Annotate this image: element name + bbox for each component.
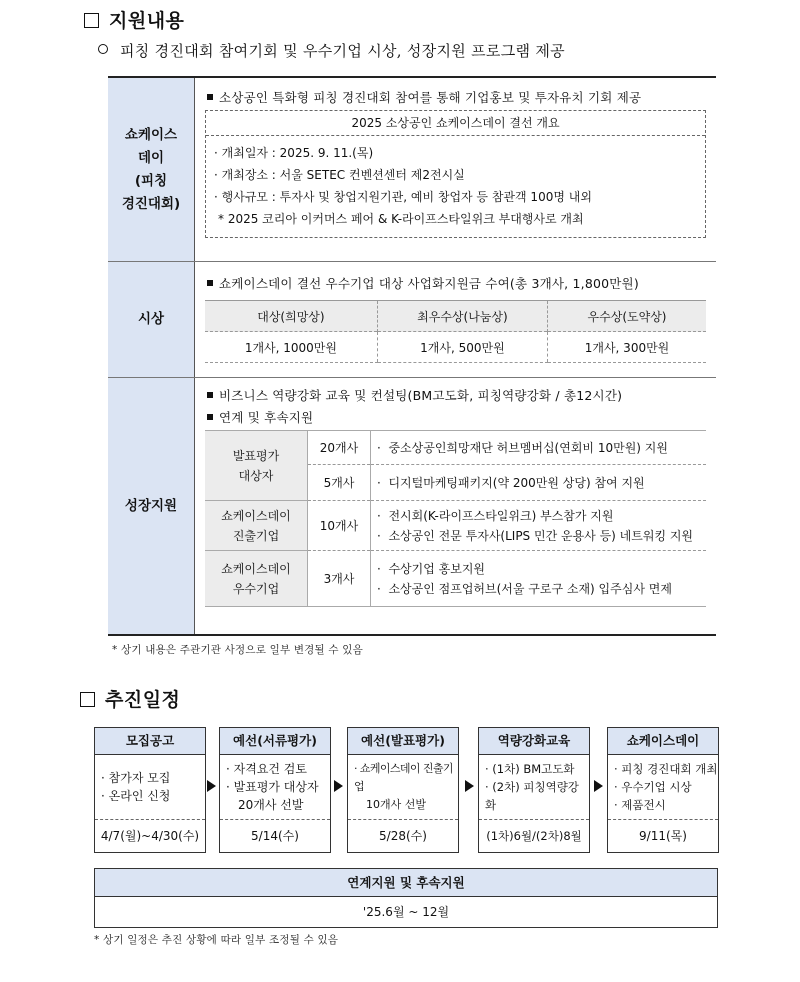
growth-count: 20개사 — [308, 431, 371, 465]
arrow-right-icon — [334, 780, 343, 792]
bullet-growth-education: 비즈니스 역량강화 교육 및 컨설팅(BM고도화, 피칭역량강화 / 총12시간) — [207, 386, 706, 404]
arrow-right-icon — [207, 780, 216, 792]
bullet-growth-followup: 연계 및 후속지원 — [207, 408, 706, 426]
award-header-grand: 대상(희망상) — [205, 301, 377, 332]
growth-count: 3개사 — [308, 551, 371, 607]
growth-group-presentation: 발표평가 대상자 — [205, 431, 308, 501]
square-bullet-icon — [207, 392, 213, 398]
award-header-merit: 우수상(도약상) — [548, 301, 706, 332]
stage-recruitment: 모집공고 · 참가자 모집 · 온라인 신청 4/7(월)~4/30(수) — [94, 727, 206, 853]
stage-showcase-day: 쇼케이스데이 · 피칭 경진대회 개최 · 우수기업 시상 · 제품전시 9/11(목) — [607, 727, 719, 853]
overview-venue: · 개최장소 : 서울 SETEC 컨벤션센터 제2전시실 — [214, 168, 465, 182]
content-award — [195, 262, 716, 377]
growth-group-showcase: 쇼케이스데이 진출기업 — [205, 501, 308, 551]
content-note: * 상기 내용은 주관기관 사정으로 일부 변경될 수 있음 — [112, 644, 363, 656]
bullet-showcase: 소상공인 특화형 피칭 경진대회 참여를 통해 기업홍보 및 투자유치 기회 제공 — [207, 88, 706, 106]
square-bullet-icon — [207, 94, 213, 100]
content-growth — [195, 378, 716, 634]
overview-title: 2025 소상공인 쇼케이스데이 결선 개요 — [206, 111, 705, 136]
followup-title: 연계지원 및 후속지원 — [95, 869, 717, 897]
growth-count: 10개사 — [308, 501, 371, 551]
overview-scale: · 행사규모 : 투자사 및 창업지원기관, 예비 창업자 등 참관객 100명 내외 — [214, 190, 592, 204]
checkbox-square-icon — [84, 13, 99, 28]
growth-table — [205, 430, 706, 607]
growth-detail: · 전시회(K-라이프스타일위크) 부스참가 지원 · 소상공인 전문 투자사(LIPS 민간 운용사 등) 네트워킹 지원 — [371, 501, 707, 551]
growth-row — [205, 551, 706, 607]
bullet-award: 쇼케이스데이 결선 우수기업 대상 사업화지원금 수여(총 3개사, 1,800만원) — [207, 274, 706, 292]
square-bullet-icon — [207, 414, 213, 420]
label-showcase: 쇼케이스 데이 (피칭 경진대회) — [108, 78, 195, 261]
growth-detail: · 디지털마케팅패키지(약 200만원 상당) 참여 지원 — [371, 465, 707, 501]
section-subtitle: 피칭 경진대회 참여기회 및 우수기업 시상, 성장지원 프로그램 제공 — [98, 40, 565, 61]
overview-note: * 2025 코리아 이커머스 페어 & K-라이프스타일위크 부대행사로 개최 — [218, 212, 584, 226]
row-showcase — [108, 78, 716, 262]
section-title-support: 지원내용 — [84, 6, 184, 33]
overview-date: · 개최일자 : 2025. 9. 11.(목) — [214, 146, 374, 160]
support-table — [108, 76, 716, 636]
checkbox-square-icon — [80, 692, 95, 707]
award-header-excellence: 최우수상(나눔상) — [377, 301, 547, 332]
showcase-overview-box — [205, 110, 706, 238]
followup-period: '25.6월 ~ 12월 — [362, 905, 450, 919]
growth-row — [205, 501, 706, 551]
row-award — [108, 262, 716, 378]
award-value-merit: 1개사, 300만원 — [548, 332, 706, 363]
row-growth — [108, 378, 716, 634]
content-showcase — [195, 78, 716, 261]
arrow-right-icon — [594, 780, 603, 792]
growth-count: 5개사 — [308, 465, 371, 501]
stage-document-review: 예선(서류평가) · 자격요건 검토 · 발표평가 대상자 20개사 선발 5/14(수) — [219, 727, 331, 853]
growth-row — [205, 431, 706, 465]
growth-detail: · 중소상공인희망재단 허브멤버십(연회비 10만원) 지원 — [371, 431, 707, 465]
section-title-schedule: 추진일정 — [80, 685, 180, 712]
schedule-note: * 상기 일정은 추진 상황에 따라 일부 조정될 수 있음 — [94, 934, 339, 946]
award-value-grand: 1개사, 1000만원 — [205, 332, 377, 363]
award-value-excellence: 1개사, 500만원 — [377, 332, 547, 363]
square-bullet-icon — [207, 280, 213, 286]
award-table — [205, 300, 706, 363]
label-growth: 성장지원 — [108, 378, 195, 634]
followup-support-box — [94, 868, 718, 928]
stage-training: 역량강화교육 · (1차) BM고도화 · (2차) 피칭역량강화 (1차)6월/(2차)8월 — [478, 727, 590, 853]
arrow-right-icon — [465, 780, 474, 792]
growth-group-winners: 쇼케이스데이 우수기업 — [205, 551, 308, 607]
circle-bullet-icon — [98, 44, 108, 54]
stage-presentation-review: 예선(발표평가) · 쇼케이스데이 진출기업 10개사 선발 5/28(수) — [347, 727, 459, 853]
growth-detail: · 수상기업 홍보지원 · 소상공인 점프업허브(서울 구로구 소재) 입주심사 면제 — [371, 551, 707, 607]
label-award: 시상 — [108, 262, 195, 377]
